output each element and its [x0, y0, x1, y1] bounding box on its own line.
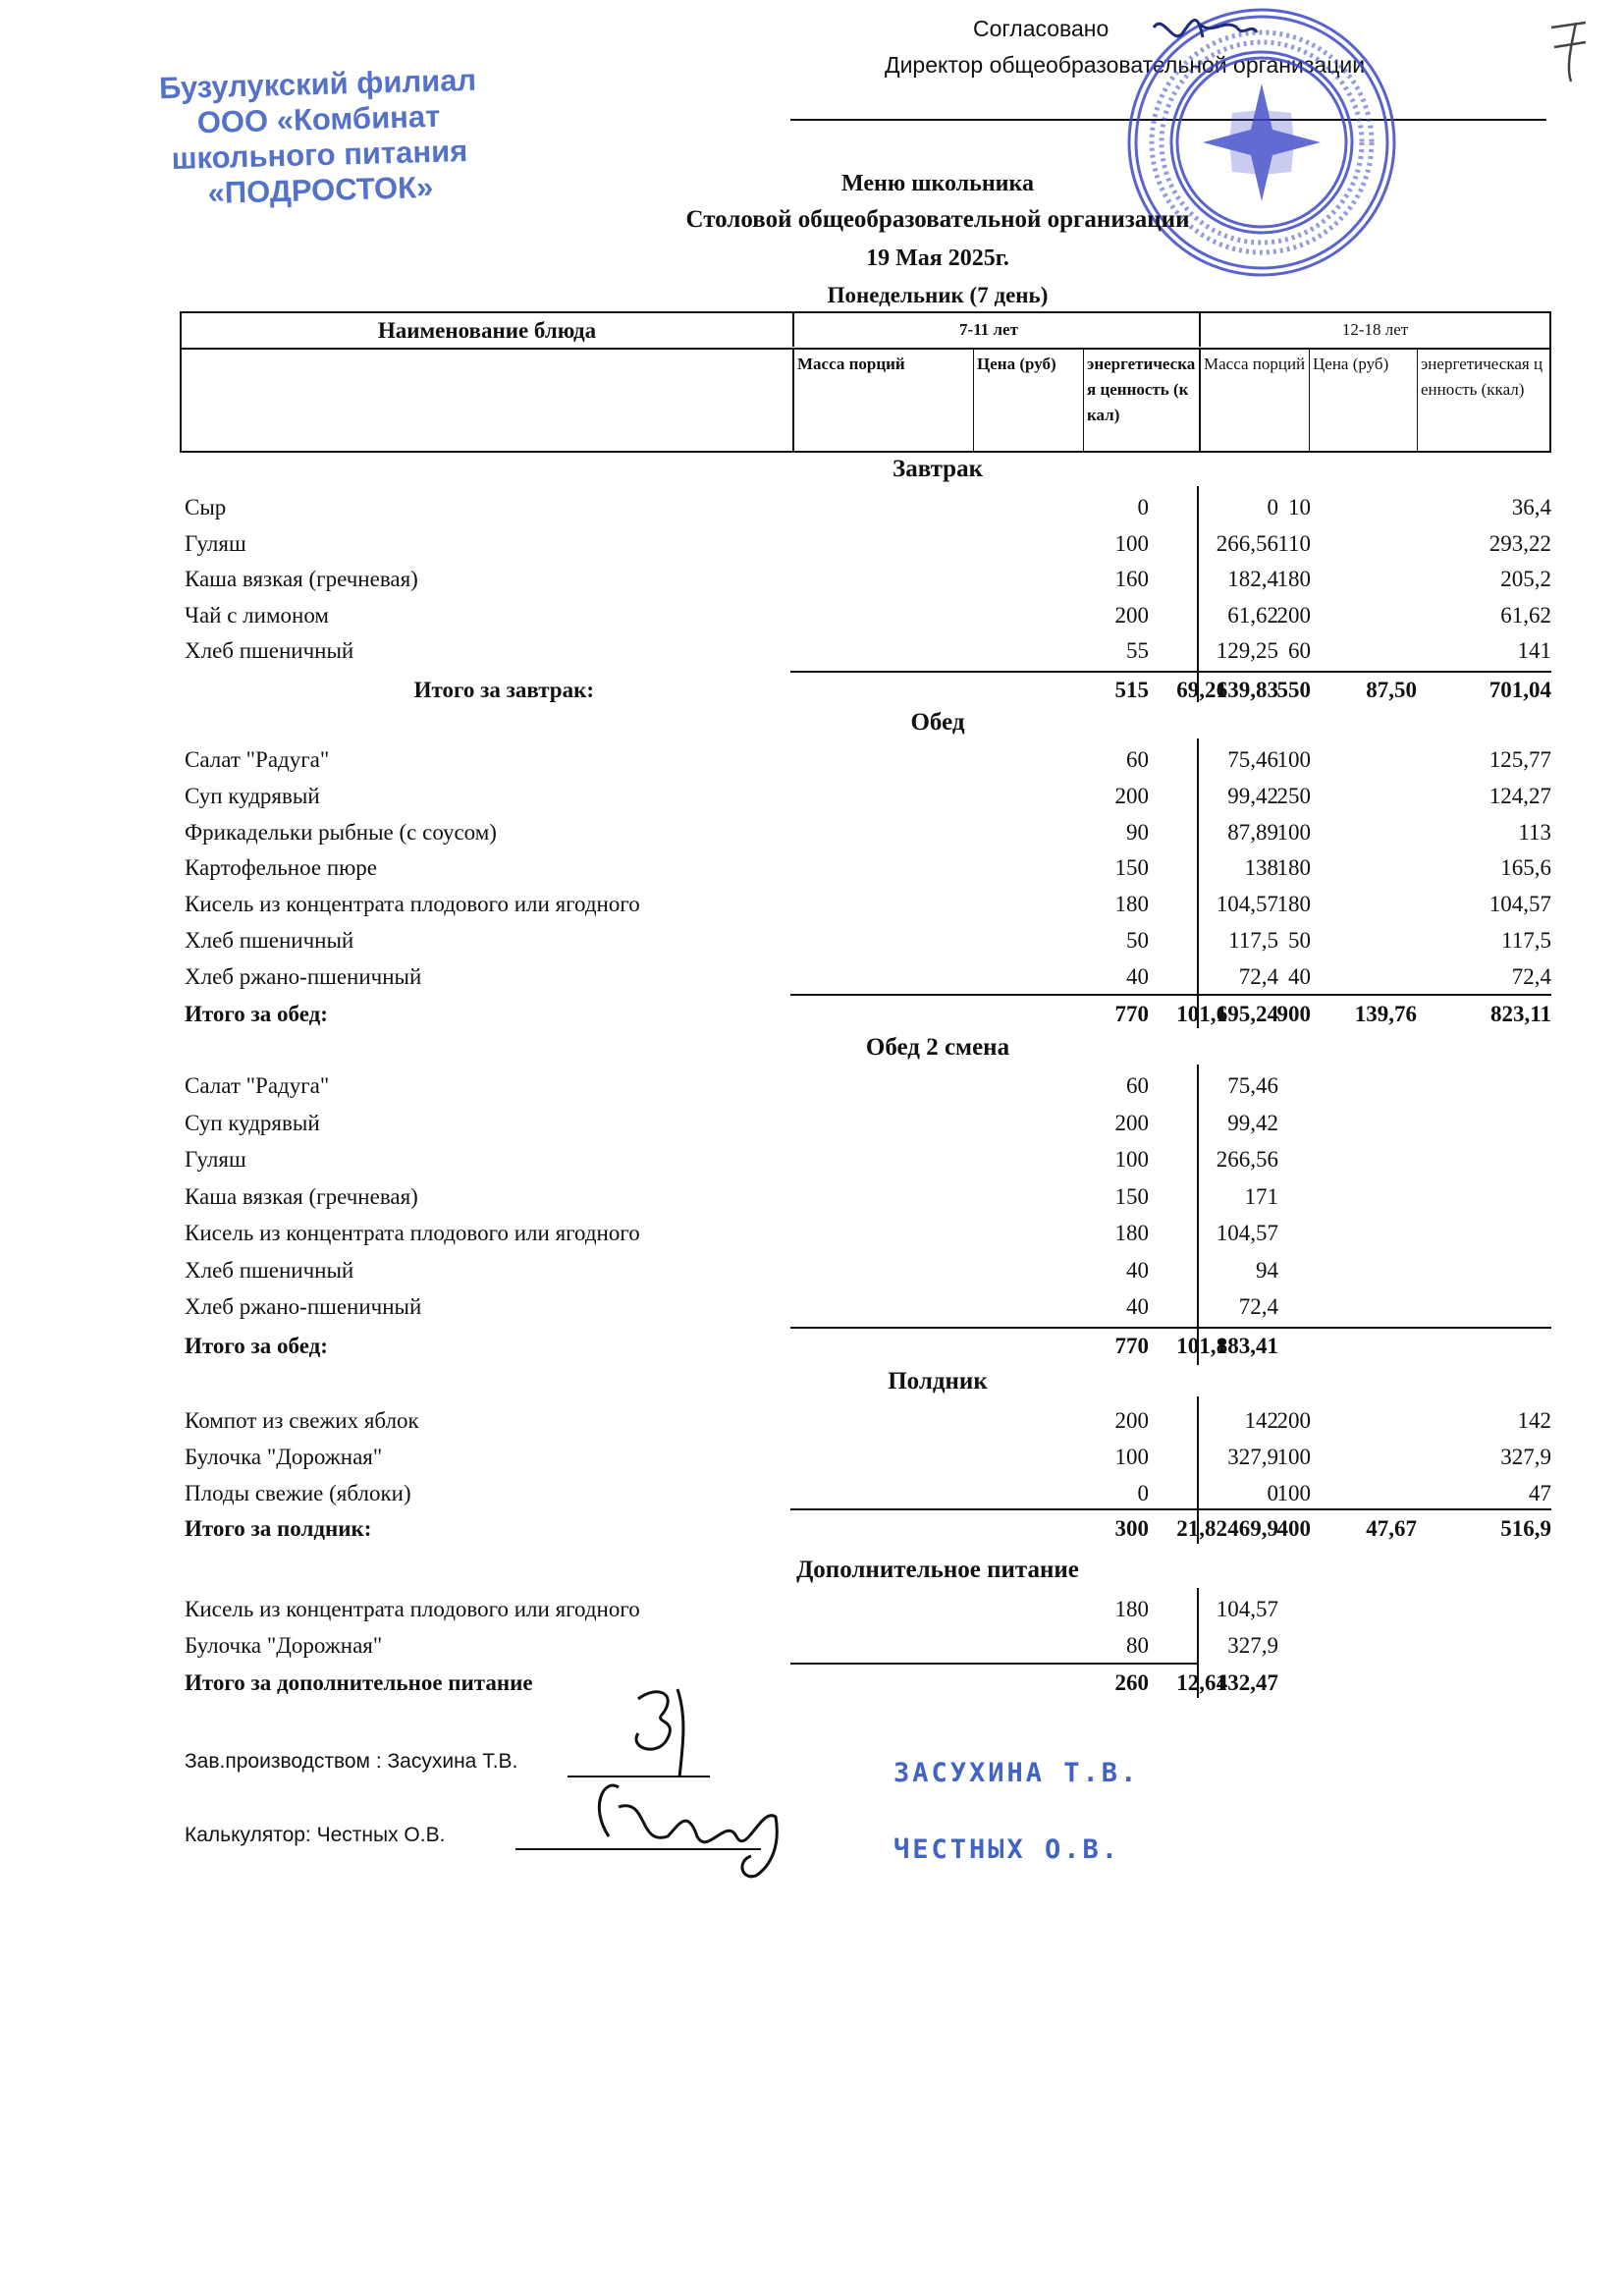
cell-e1: 87,89 [1227, 819, 1278, 845]
cell-m1: 60 [1126, 747, 1149, 772]
director-signature-icon [1144, 8, 1262, 77]
dish-name: Гуляш [185, 1147, 246, 1172]
table-row [182, 924, 1551, 959]
dish-name: Салат "Радуга" [185, 1073, 330, 1098]
cell-m2: 100 [1276, 1445, 1311, 1469]
total-row [182, 674, 1551, 709]
cell-m2: 900 [1276, 1002, 1311, 1026]
company-stamp: Бузулукский филиал ООО «Комбинат школьного питания «ПОДРОСТОК» [158, 62, 477, 210]
dish-name: Каша вязкая (гречневая) [185, 567, 418, 591]
corner-mark-icon [1546, 18, 1596, 86]
cell-e1: 469,9 [1227, 1516, 1278, 1541]
cell-m1: 300 [1114, 1516, 1149, 1541]
cell-m1: 200 [1114, 1110, 1149, 1135]
menu-date: 19 Мая 2025г. [866, 246, 1009, 271]
cell-e2: 516,9 [1500, 1516, 1551, 1541]
price1-header: Цена (руб) [973, 348, 1083, 451]
cell-e2: 142 [1517, 1408, 1551, 1433]
cell-p1: 101,1 [1176, 1002, 1227, 1026]
cell-p1: 101,1 [1176, 1334, 1227, 1358]
table-row [182, 816, 1551, 851]
dish-name: Хлеб пшеничный [185, 928, 354, 953]
cell-m2: 180 [1276, 855, 1311, 881]
table-row [182, 888, 1551, 923]
cell-e1: 104,57 [1216, 1597, 1278, 1621]
cell-p1: 12,61 [1176, 1670, 1227, 1695]
cell-e1: 0 [1267, 495, 1278, 519]
dish-name: Итого за обед: [185, 1334, 328, 1358]
cell-e1: 432,47 [1216, 1670, 1278, 1695]
cell-m2: 180 [1276, 892, 1311, 917]
cell-m1: 40 [1126, 1257, 1149, 1283]
dish-name: Салат "Радуга" [185, 747, 330, 772]
dish-name: Кисель из концентрата плодового или ягодного [185, 1597, 640, 1621]
table-row [182, 491, 1551, 526]
dish-name: Суп кудрявый [185, 1110, 320, 1135]
table-row [182, 1254, 1551, 1289]
table-row [182, 1069, 1551, 1105]
cell-e1: 327,9 [1227, 1633, 1278, 1658]
dish-name: Булочка "Дорожная" [185, 1445, 383, 1469]
cell-m2: 400 [1276, 1516, 1311, 1541]
calculator-signature-label: Калькулятор: Честных О.В. [185, 1824, 446, 1846]
cell-e1: 117,5 [1228, 928, 1278, 953]
cell-m1: 60 [1126, 1073, 1149, 1098]
cell-e1: 266,56 [1216, 1147, 1278, 1172]
total-row [182, 1330, 1551, 1365]
cell-e1: 104,57 [1216, 1221, 1278, 1245]
cell-e1: 61,62 [1227, 602, 1278, 628]
cell-e2: 124,27 [1488, 783, 1551, 808]
dish-name: Кисель из концентрата плодового или ягодного [185, 892, 640, 917]
canteen-title: Столовой общеобразовательной организации [685, 206, 1190, 233]
cell-m1: 160 [1114, 567, 1149, 591]
table-row [182, 743, 1551, 779]
cell-m2: 550 [1276, 678, 1311, 702]
dish-name: Фрикадельки рыбные (с соусом) [185, 819, 497, 845]
total-row [182, 998, 1551, 1033]
cell-e1: 72,4 [1238, 1294, 1278, 1319]
cell-m1: 150 [1114, 855, 1149, 881]
cell-m1: 80 [1126, 1633, 1149, 1658]
cell-m1: 200 [1114, 783, 1149, 808]
cell-e1: 75,46 [1227, 747, 1278, 772]
cell-e2: 104,57 [1488, 892, 1551, 917]
cell-e1: 94 [1256, 1257, 1278, 1283]
dish-name: Сыр [185, 495, 227, 519]
cell-e2: 113 [1518, 819, 1551, 845]
dish-name: Хлеб ржано-пшеничный [185, 1294, 422, 1319]
dish-name: Хлеб ржано-пшеничный [185, 963, 422, 989]
cell-e1: 883,41 [1216, 1334, 1278, 1358]
dish-name: Плоды свежие (яблоки) [185, 1481, 411, 1505]
energy2-header: энергетическая ценность (ккал) [1417, 348, 1549, 451]
age-group-12-18-header: 12-18 лет [1199, 313, 1549, 347]
table-row [182, 1143, 1551, 1178]
table-row [182, 599, 1551, 634]
cell-e1: 182,4 [1227, 567, 1278, 591]
section-snack: Полдник [888, 1368, 988, 1394]
cell-m1: 180 [1114, 1597, 1149, 1621]
cell-m1: 770 [1114, 1002, 1149, 1026]
cell-m2: 250 [1276, 783, 1311, 808]
cell-e1: 129,25 [1216, 638, 1278, 663]
cell-m1: 100 [1114, 530, 1149, 556]
table-row [182, 527, 1551, 563]
dish-name: Суп кудрявый [185, 783, 320, 808]
cell-m1: 100 [1114, 1147, 1149, 1172]
cell-p1: 69,21 [1176, 678, 1227, 702]
table-row [182, 1629, 1551, 1665]
section-lunch-shift2: Обед 2 смена [865, 1034, 1010, 1061]
approved-label: Согласовано [973, 16, 1109, 41]
dish-name: Итого за обед: [185, 1002, 328, 1026]
cell-e1: 138 [1244, 855, 1278, 881]
cell-m1: 200 [1114, 602, 1149, 628]
price2-header: Цена (руб) [1309, 348, 1417, 451]
cell-e2: 61,62 [1500, 602, 1551, 628]
mass2-header: Масса порций [1199, 348, 1309, 451]
dish-name: Каша вязкая (гречневая) [185, 1183, 418, 1209]
dish-name: Итого за завтрак: [413, 678, 594, 702]
dish-name: Хлеб пшеничный [185, 638, 354, 663]
dish-name: Кисель из концентрата плодового или ягодного [185, 1221, 640, 1245]
cell-m1: 90 [1126, 819, 1149, 845]
dish-name: Итого за полдник: [185, 1516, 372, 1541]
cell-e2: 36,4 [1511, 495, 1551, 519]
cell-m1: 50 [1126, 928, 1149, 953]
cell-e2: 293,22 [1488, 530, 1551, 556]
director-label: Директор общеобразовательной организации [885, 52, 1366, 78]
cell-e1: 142 [1244, 1408, 1278, 1433]
cell-e2: 823,11 [1490, 1002, 1551, 1026]
total-row [182, 1667, 1551, 1702]
section-breakfast: Завтрак [893, 456, 983, 482]
manager-signature-label: Зав.производством : Засухина Т.В. [185, 1750, 518, 1773]
cell-m2: 180 [1276, 567, 1311, 591]
cell-m1: 770 [1114, 1334, 1149, 1358]
cell-m1: 55 [1126, 638, 1149, 663]
table-row [182, 1593, 1551, 1628]
cell-p2: 47,67 [1366, 1516, 1417, 1541]
cell-m2: 200 [1276, 602, 1311, 628]
cell-m2: 60 [1288, 638, 1311, 663]
cell-e2: 205,2 [1500, 567, 1551, 591]
table-row [182, 1477, 1551, 1512]
dish-name: Чай с лимоном [185, 602, 329, 628]
dish-name: Булочка "Дорожная" [185, 1633, 383, 1658]
cell-m1: 515 [1114, 678, 1149, 702]
cell-e1: 0 [1267, 1481, 1278, 1505]
cell-m1: 0 [1137, 1481, 1149, 1505]
table-row [182, 960, 1551, 996]
table-header [180, 311, 1551, 453]
cell-p1: 21,82 [1176, 1516, 1227, 1541]
table-row [182, 634, 1551, 670]
cell-m1: 180 [1114, 1221, 1149, 1245]
cell-e1: 327,9 [1227, 1445, 1278, 1469]
table-row [182, 1441, 1551, 1476]
table-row [182, 780, 1551, 815]
cell-m2: 50 [1288, 928, 1311, 953]
cell-e2: 141 [1517, 638, 1551, 663]
manager-name-stamp: ЗАСУХИНА Т.В. [893, 1758, 1140, 1788]
cell-m1: 180 [1114, 892, 1149, 917]
cell-e2: 125,77 [1488, 747, 1551, 772]
cell-p2: 139,76 [1354, 1002, 1417, 1026]
cell-m2: 110 [1277, 530, 1311, 556]
dish-name: Компот из свежих яблок [185, 1408, 419, 1433]
cell-m1: 40 [1126, 1294, 1149, 1319]
mass1-header: Масса порций [792, 348, 973, 451]
cell-e1: 72,4 [1238, 963, 1278, 989]
table-row [182, 1180, 1551, 1216]
table-row [182, 1404, 1551, 1440]
menu-title: Меню школьника [841, 171, 1034, 196]
cell-e2: 47 [1529, 1481, 1551, 1505]
energy1-header: энергетическая ценность (ккал) [1083, 348, 1199, 451]
cell-m1: 260 [1114, 1670, 1149, 1695]
table-row [182, 851, 1551, 887]
total-row [182, 1512, 1551, 1548]
cell-m2: 10 [1288, 495, 1311, 519]
table-row [182, 1290, 1551, 1326]
dish-name: Итого за дополнительное питание [185, 1670, 533, 1695]
cell-m1: 150 [1114, 1183, 1149, 1209]
cell-e1: 639,83 [1216, 678, 1278, 702]
calculator-signature-icon [579, 1768, 805, 1886]
cell-e2: 701,04 [1488, 678, 1551, 702]
table-row [182, 1217, 1551, 1252]
cell-e1: 99,42 [1227, 1110, 1278, 1135]
cell-m2: 200 [1276, 1408, 1311, 1433]
cell-e2: 327,9 [1500, 1445, 1551, 1469]
table-row [182, 1107, 1551, 1142]
menu-day: Понедельник (7 день) [827, 283, 1049, 307]
cell-e1: 75,46 [1227, 1073, 1278, 1098]
cell-m1: 40 [1126, 963, 1149, 989]
age-group-7-11-header: 7-11 лет [792, 313, 1183, 347]
table-row [182, 563, 1551, 598]
section-lunch: Обед [910, 709, 965, 736]
cell-e1: 266,56 [1216, 530, 1278, 556]
cell-e1: 171 [1244, 1183, 1278, 1209]
cell-m1: 100 [1114, 1445, 1149, 1469]
section-extra: Дополнительное питание [796, 1557, 1079, 1583]
dish-name: Картофельное пюре [185, 855, 378, 881]
cell-m2: 100 [1276, 747, 1311, 772]
dish-name: Гуляш [185, 530, 246, 556]
cell-e2: 117,5 [1501, 928, 1551, 953]
cell-m1: 200 [1114, 1408, 1149, 1433]
cell-e2: 72,4 [1511, 963, 1551, 989]
cell-m2: 100 [1276, 819, 1311, 845]
cell-m1: 0 [1137, 495, 1149, 519]
calculator-name-stamp: ЧЕСТНЫХ О.В. [893, 1834, 1121, 1865]
dish-column-header: Наименование блюда [377, 318, 597, 343]
cell-m2: 100 [1276, 1481, 1311, 1505]
cell-e1: 99,42 [1227, 783, 1278, 808]
cell-p2: 87,50 [1366, 678, 1417, 702]
dish-name: Хлеб пшеничный [185, 1257, 354, 1283]
cell-e2: 165,6 [1500, 855, 1551, 881]
cell-e1: 104,57 [1216, 892, 1278, 917]
cell-e1: 695,24 [1216, 1002, 1278, 1026]
cell-m2: 40 [1288, 963, 1311, 989]
